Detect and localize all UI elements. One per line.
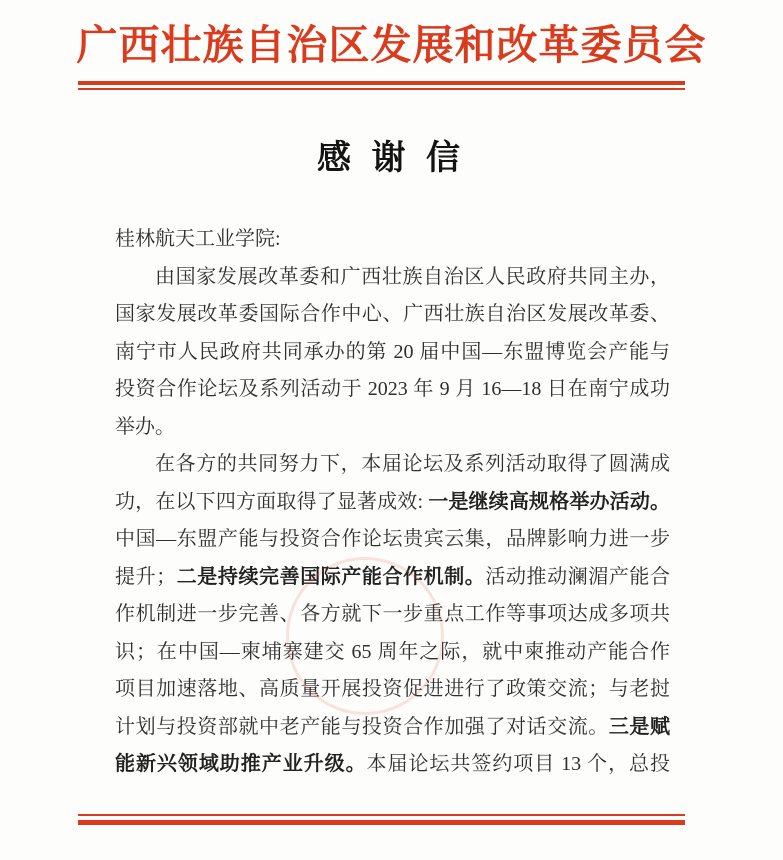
key-point-text: 能新兴领域助推产业升级。	[115, 753, 367, 775]
body-text: 提升；	[115, 565, 177, 588]
body-line	[115, 596, 670, 634]
body-line	[115, 709, 670, 747]
body-text: 举办。	[115, 415, 175, 438]
body-text: 桂林航天工业学院:	[115, 228, 281, 250]
body-line	[115, 296, 670, 334]
footer-rule-thick	[78, 820, 685, 825]
key-point-text: 三是赋	[608, 715, 671, 738]
body-text: 功，在以下四方面取得了显著成效:	[115, 490, 429, 513]
body-line	[115, 559, 670, 597]
body-line	[115, 484, 670, 522]
body-text: 南宁市人民政府共同承办的第 20 届中国—东盟博览会产能与	[115, 340, 670, 363]
body-line	[115, 259, 670, 297]
key-point-text: 一是继续高规格举办活动。	[428, 490, 670, 513]
body-text: 在各方的共同努力下，本届论坛及系列活动取得了圆满成	[155, 453, 670, 475]
body-line	[115, 409, 670, 447]
letterhead-org-name: 广西壮族自治区发展和改革委员会	[76, 22, 707, 68]
key-point-text: 二是持续完善国际产能合作机制。	[176, 565, 486, 588]
body-line	[115, 334, 670, 372]
body-text: 由国家发展改革委和广西壮族自治区人民政府共同主办，	[155, 265, 670, 288]
body-line	[115, 446, 670, 484]
body-line	[115, 671, 670, 709]
body-text: 计划与投资部就中老产能与投资合作加强了对话交流。	[115, 715, 609, 738]
body-text: 国家发展改革委国际合作中心、广西壮族自治区发展改革委、	[115, 303, 670, 325]
body-text: 作机制进一步完善、各方就下一步重点工作等事项达成多项共	[115, 603, 670, 625]
body-text: 项目加速落地、高质量开展投资促进进行了政策交流；与老挝	[115, 678, 670, 700]
body-text: 中国—东盟产能与投资合作论坛贵宾云集，品牌影响力进一步	[115, 528, 670, 550]
body-line	[115, 371, 670, 409]
body-text: 活动推动澜湄产能合	[485, 565, 671, 588]
body-line	[115, 746, 670, 784]
body-line	[115, 634, 670, 672]
body-line	[115, 521, 670, 559]
letterhead-rule-thin	[78, 88, 685, 90]
letter-body	[115, 221, 670, 784]
body-line	[115, 221, 670, 259]
letterhead-rule-thick	[78, 81, 685, 85]
body-text: 本届论坛共签约项目 13 个，总投	[366, 753, 671, 775]
body-text: 识；在中国—柬埔寨建交 65 周年之际，就中柬推动产能合作	[115, 640, 670, 663]
document-title: 感 谢 信	[317, 140, 466, 177]
body-text: 投资合作论坛及系列活动于 2023 年 9 月 16—18 日在南宁成功	[115, 378, 670, 400]
footer-rule-thin	[78, 814, 685, 816]
